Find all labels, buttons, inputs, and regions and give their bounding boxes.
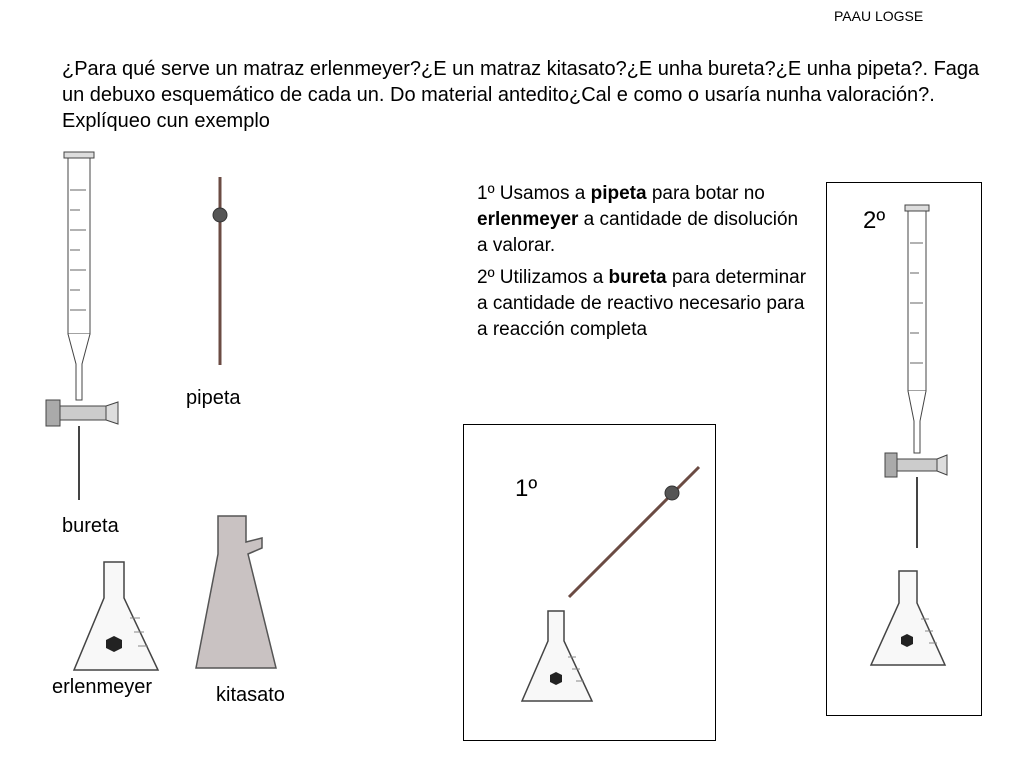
erlenmeyer-flask-illustration [867,567,951,671]
label-erlenmeyer: erlenmeyer [52,676,153,698]
step-2-text: 2º Utilizamos a bureta para determinar a cantidade de reactivo necesario para a reacción completa [477,267,807,340]
burette-illustration [881,203,951,553]
question-text: ¿Para qué serve un matraz erlenmeyer?¿E un matraz kitasato?¿E unha bureta?¿E unha pipeta?. Faga un debuxo esquemático de cada un. Do material antedito¿Cal e como o usaría nunha valoración?. Explíqueo cun exemplo [62,58,980,132]
erlenmeyer-flask-illustration [518,607,598,707]
erlenmeyer-flask-illustration [68,558,164,678]
pipette-illustration [200,175,240,375]
kitasato-flask-illustration [188,508,288,678]
panel-step-1-number: 1º [515,475,538,502]
burette-illustration [40,150,120,510]
label-kitasato: kitasato [216,684,285,706]
panel-step-2-number: 2º [863,207,886,234]
label-pipeta: pipeta [186,387,241,409]
panel-step-1 [463,424,716,741]
pipette-illustration [564,465,704,605]
label-bureta: bureta [62,515,119,537]
panel-step-2 [826,182,982,716]
step-1-text: 1º Usamos a pipeta para botar no erlenmeyer a cantidade de disolución a valorar. [477,183,799,256]
steps-text [477,181,807,349]
header-tag: PAAU LOGSE [834,8,924,24]
